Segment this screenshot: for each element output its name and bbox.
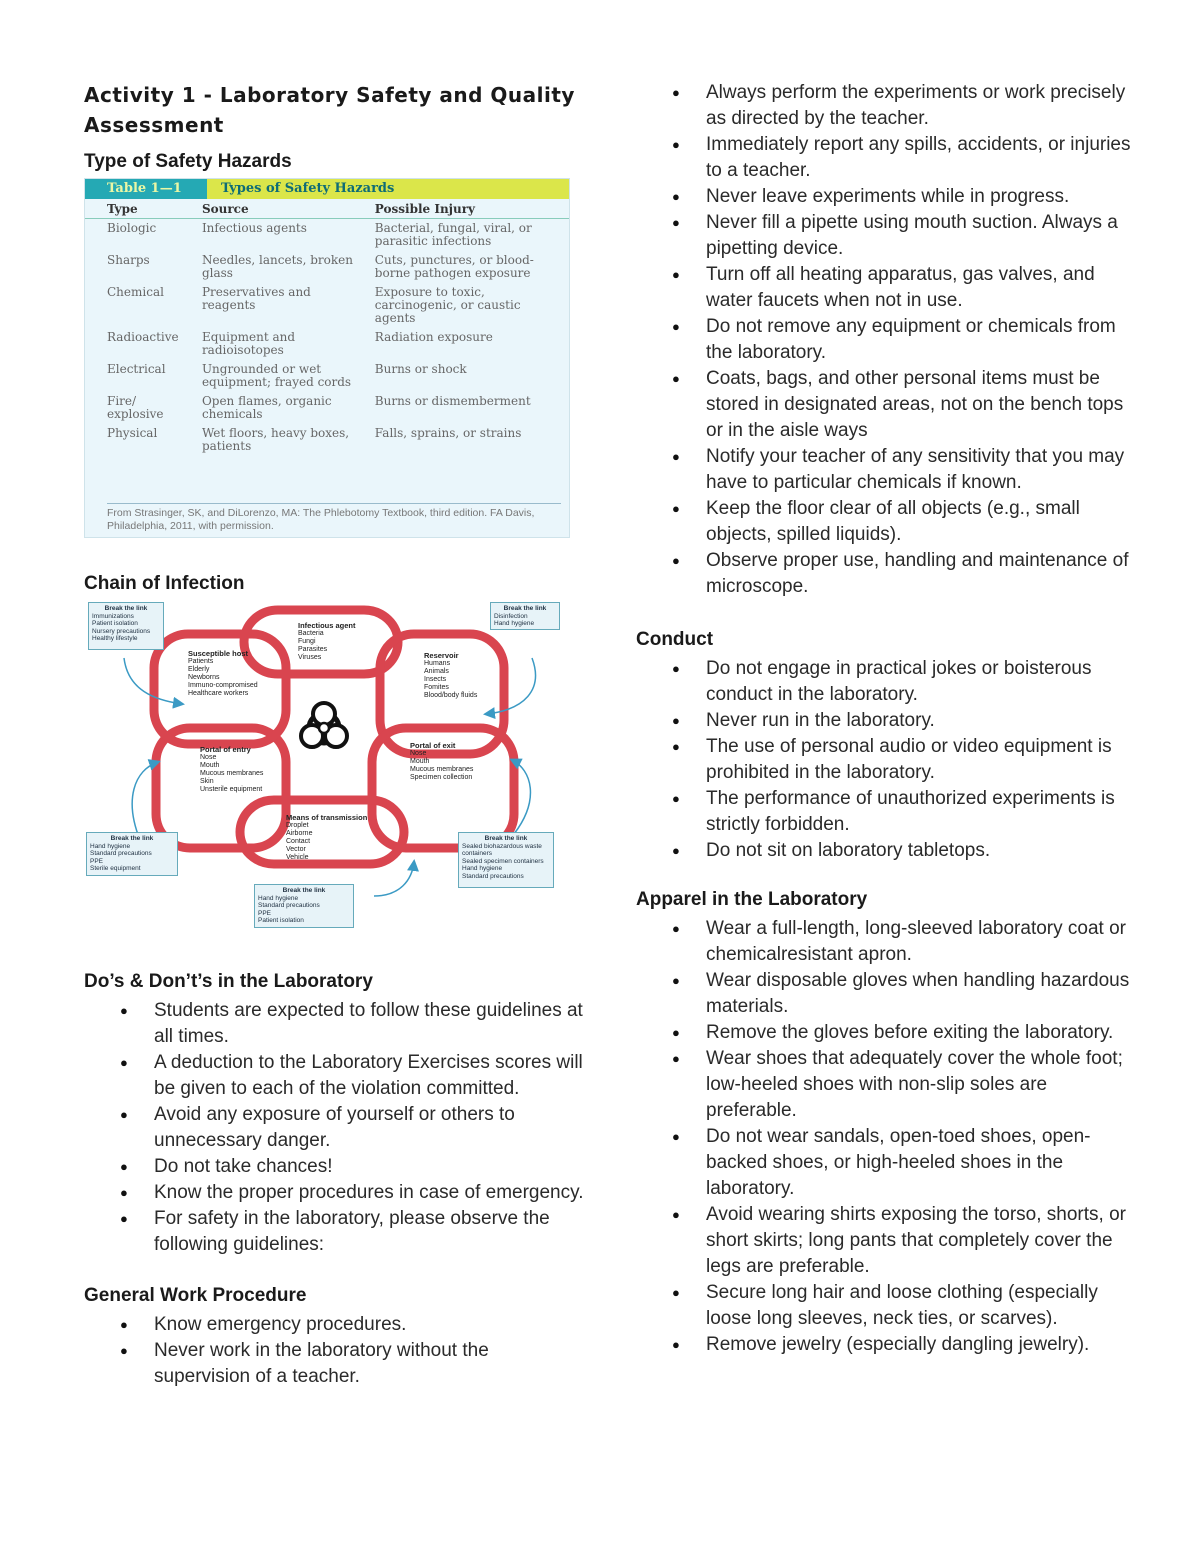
node-item: Unsterile equipment	[200, 786, 263, 793]
column-header: Possible Injury	[369, 199, 569, 219]
table-cell: Needles, lancets, broken glass	[201, 253, 353, 280]
break-box-item: Standard precautions	[462, 872, 524, 880]
column-header: Type	[85, 199, 192, 219]
table-citation: From Strasinger, SK, and DiLorenzo, MA: The Phlebotomy Textbook, third edition. FA Davis, Philadelphia, 2011, with permission.	[107, 503, 561, 533]
break-box-item: PPE	[258, 909, 272, 917]
node-item: Specimen collection	[410, 774, 473, 781]
node-item: Airborne	[286, 830, 313, 837]
break-box-item: Hand hygiene	[462, 865, 503, 872]
node-item: Fungi	[298, 638, 316, 645]
list-item: ● Know emergency procedures.	[84, 1312, 584, 1338]
table-row	[85, 360, 569, 392]
chain-node-label	[410, 742, 473, 782]
table-cell: Biologic	[107, 221, 157, 235]
table-cell: Bacterial, fungal, viral, or parasitic infections	[374, 221, 532, 248]
table-row	[85, 328, 569, 360]
list-item: ● A deduction to the Laboratory Exercises scores will be given to each of the violation committed.	[84, 1050, 584, 1102]
table-cell: Chemical	[107, 285, 164, 299]
node-item: Mouth	[200, 762, 220, 769]
conduct-heading: Conduct	[636, 629, 714, 650]
list-item: ● Remove jewelry (especially dangling jewelry).	[636, 1332, 1136, 1358]
table-cell: Cuts, punctures, or blood-borne pathogen exposure	[374, 253, 534, 280]
node-item: Animals	[424, 668, 449, 675]
break-box-item: PPE	[90, 857, 104, 865]
list-item: ● Wear shoes that adequately cover the whole foot; low-heeled shoes with non-slip soles are preferable.	[636, 1046, 1136, 1124]
arrow-icon	[486, 658, 535, 714]
list-item: ● Observe proper use, handling and maintenance of microscope.	[636, 548, 1136, 600]
node-item: Bacteria	[298, 630, 324, 637]
break-box-title: Break the link	[484, 835, 528, 842]
list-item: ● Avoid any exposure of yourself or others to unnecessary danger.	[84, 1102, 584, 1154]
break-box-title: Break the link	[503, 605, 547, 612]
node-item: Vector	[286, 846, 306, 853]
list-item: ● The use of personal audio or video equipment is prohibited in the laboratory.	[636, 734, 1136, 786]
node-item: Nose	[410, 750, 427, 757]
node-title: Susceptible host	[188, 649, 249, 658]
node-item: Mucous membranes	[200, 770, 264, 777]
list-item: ● Do not sit on laboratory tabletops.	[636, 838, 1136, 864]
break-box-item: Sterile equipment	[90, 865, 141, 872]
list-item: ● Keep the floor clear of all objects (e.g., small objects, spilled liquids).	[636, 496, 1136, 548]
break-box-item: Disinfection	[494, 612, 528, 620]
node-title: Means of transmission	[286, 813, 368, 822]
node-item: Blood/body fluids	[424, 692, 478, 699]
general-work-list	[84, 1312, 584, 1390]
table-cell: Ungrounded or wet equipment; frayed cords	[201, 362, 352, 389]
table-cell: Open flames, organic chemicals	[201, 394, 332, 421]
break-the-link-box	[490, 602, 560, 630]
list-item: ● Avoid wearing shirts exposing the torso, shorts, or short skirts; long pants that completely cover the legs are preferable.	[636, 1202, 1136, 1280]
node-item: Newborns	[188, 674, 220, 681]
table-cell: Physical	[107, 426, 158, 440]
node-item: Viruses	[298, 654, 322, 661]
column-header: Source	[192, 199, 369, 219]
node-item: Insects	[424, 676, 447, 683]
chain-of-infection-diagram	[84, 600, 560, 930]
dos-donts-list	[84, 998, 584, 1258]
list-item: ● Do not wear sandals, open-toed shoes, open-backed shoes, or high-heeled shoes in the laboratory.	[636, 1124, 1136, 1202]
break-box-item: Standard precautions	[90, 850, 152, 857]
list-item: ● The performance of unauthorized experiments is strictly forbidden.	[636, 786, 1136, 838]
break-box-item: Hand hygiene	[494, 620, 535, 627]
break-box-item: Sealed specimen containers	[462, 857, 544, 865]
break-the-link-box	[458, 832, 554, 888]
list-item: ● Do not remove any equipment or chemicals from the laboratory.	[636, 314, 1136, 366]
right-column	[636, 80, 1136, 1358]
node-title: Portal of entry	[200, 745, 251, 754]
node-item: Immuno-compromised	[188, 682, 258, 689]
table-row	[85, 424, 569, 456]
table-caption: Types of Safety Hazards	[207, 179, 569, 199]
node-item: Skin	[200, 778, 214, 785]
table-row	[85, 219, 569, 252]
list-item: ● Coats, bags, and other personal items must be stored in designated areas, not on the bench tops or in the aisle ways	[636, 366, 1136, 444]
biohazard-icon	[301, 703, 347, 747]
list-item: ● Wear disposable gloves when handling hazardous materials.	[636, 968, 1136, 1020]
list-item: ● Always perform the experiments or work precisely as directed by the teacher.	[636, 80, 1136, 132]
break-box-title: Break the link	[104, 605, 148, 612]
node-item: Vehicle	[286, 854, 309, 861]
break-box-item: Patient isolation	[92, 620, 138, 627]
break-the-link-box	[86, 832, 178, 876]
list-item: ● Never leave experiments while in progress.	[636, 184, 1136, 210]
node-item: Contact	[286, 838, 311, 845]
list-item: ● Never fill a pipette using mouth suction. Always a pipetting device.	[636, 210, 1136, 262]
table-cell: Wet floors, heavy boxes, patients	[201, 426, 350, 453]
break-box-item: Nursery precautions	[92, 627, 151, 635]
break-the-link-box	[88, 602, 164, 650]
list-item: ● For safety in the laboratory, please observe the following guidelines:	[84, 1206, 584, 1258]
table-cell: Fire/ explosive	[107, 394, 164, 421]
list-item: ● Do not take chances!	[84, 1154, 584, 1180]
list-item: ● Secure long hair and loose clothing (especially loose long sleeves, neck ties, or scarves).	[636, 1280, 1136, 1332]
node-item: Droplet	[286, 822, 309, 829]
break-the-link-box	[254, 884, 354, 928]
node-item: Humans	[424, 660, 451, 667]
apparel-heading: Apparel in the Laboratory	[636, 889, 868, 910]
table-cell: Falls, sprains, or strains	[374, 426, 522, 440]
table-cell: Equipment and radioisotopes	[201, 330, 296, 357]
list-item: ● Immediately report any spills, accidents, or injuries to a teacher.	[636, 132, 1136, 184]
table-cell: Burns or dismemberment	[374, 394, 531, 408]
table-cell: Burns or shock	[374, 362, 467, 376]
left-column	[84, 80, 584, 1390]
break-box-item: Patient isolation	[258, 917, 304, 924]
table-number: Table 1—1	[85, 179, 207, 199]
table-cell: Radioactive	[107, 330, 179, 344]
node-title: Portal of exit	[410, 741, 456, 750]
break-box-item: Standard precautions	[258, 902, 320, 909]
apparel-list	[636, 916, 1136, 1358]
table-row	[85, 251, 569, 283]
chain-node-label	[188, 650, 258, 698]
conduct-list	[636, 656, 1136, 864]
break-box-item: Sealed biohazardous waste containers	[462, 842, 542, 857]
table-cell: Preservatives and reagents	[201, 285, 311, 312]
table-row	[85, 392, 569, 424]
table-cell: Exposure to toxic, carcinogenic, or caustic agents	[374, 285, 521, 325]
node-item: Fomites	[424, 684, 449, 691]
safety-hazards-heading: Type of Safety Hazards	[84, 151, 292, 172]
document-title: Activity 1 - Laboratory Safety and Quality Assessment	[84, 83, 575, 137]
list-item: ● Remove the gloves before exiting the laboratory.	[636, 1020, 1136, 1046]
dos-donts-heading: Do’s & Don’t’s in the Laboratory	[84, 971, 373, 992]
table-cell: Infectious agents	[201, 221, 307, 235]
chain-node-label	[298, 622, 356, 662]
list-item: ● Never work in the laboratory without the supervision of a teacher.	[84, 1338, 584, 1390]
break-box-item: Hand hygiene	[258, 894, 299, 902]
node-item: Nose	[200, 754, 217, 761]
node-item: Mucous membranes	[410, 766, 474, 773]
break-box-item: Healthy lifestyle	[92, 635, 138, 642]
chain-of-infection-heading: Chain of Infection	[84, 573, 245, 594]
node-item: Mouth	[410, 758, 430, 765]
node-item: Patients	[188, 658, 214, 665]
node-item: Elderly	[188, 666, 210, 673]
table-row	[85, 283, 569, 328]
general-work-list-continued	[636, 80, 1136, 600]
general-work-heading: General Work Procedure	[84, 1285, 307, 1306]
table-cell: Electrical	[107, 362, 166, 376]
table-cell: Sharps	[107, 253, 150, 267]
break-box-title: Break the link	[282, 887, 326, 894]
list-item: ● Notify your teacher of any sensitivity that you may have to particular chemicals if known.	[636, 444, 1136, 496]
node-title: Reservoir	[424, 651, 459, 660]
break-box-item: Hand hygiene	[90, 842, 131, 850]
node-title: Infectious agent	[298, 621, 356, 630]
chain-node-label	[424, 652, 477, 700]
list-item: ● Students are expected to follow these guidelines at all times.	[84, 998, 584, 1050]
node-item: Healthcare workers	[188, 690, 249, 697]
chain-node-label	[200, 746, 263, 794]
node-item: Parasites	[298, 646, 328, 653]
break-box-title: Break the link	[110, 835, 154, 842]
chain-node-label	[286, 814, 367, 862]
list-item: ● Do not engage in practical jokes or boisterous conduct in the laboratory.	[636, 656, 1136, 708]
list-item: ● Never run in the laboratory.	[636, 708, 1136, 734]
list-item: ● Turn off all heating apparatus, gas valves, and water faucets when not in use.	[636, 262, 1136, 314]
safety-hazards-table	[84, 178, 570, 538]
list-item: ● Wear a full-length, long-sleeved laboratory coat or chemicalresistant apron.	[636, 916, 1136, 968]
break-box-item: Immunizations	[92, 612, 134, 620]
table-cell: Radiation exposure	[374, 330, 493, 344]
hazards-grid	[85, 199, 569, 456]
list-item: ● Know the proper procedures in case of emergency.	[84, 1180, 584, 1206]
